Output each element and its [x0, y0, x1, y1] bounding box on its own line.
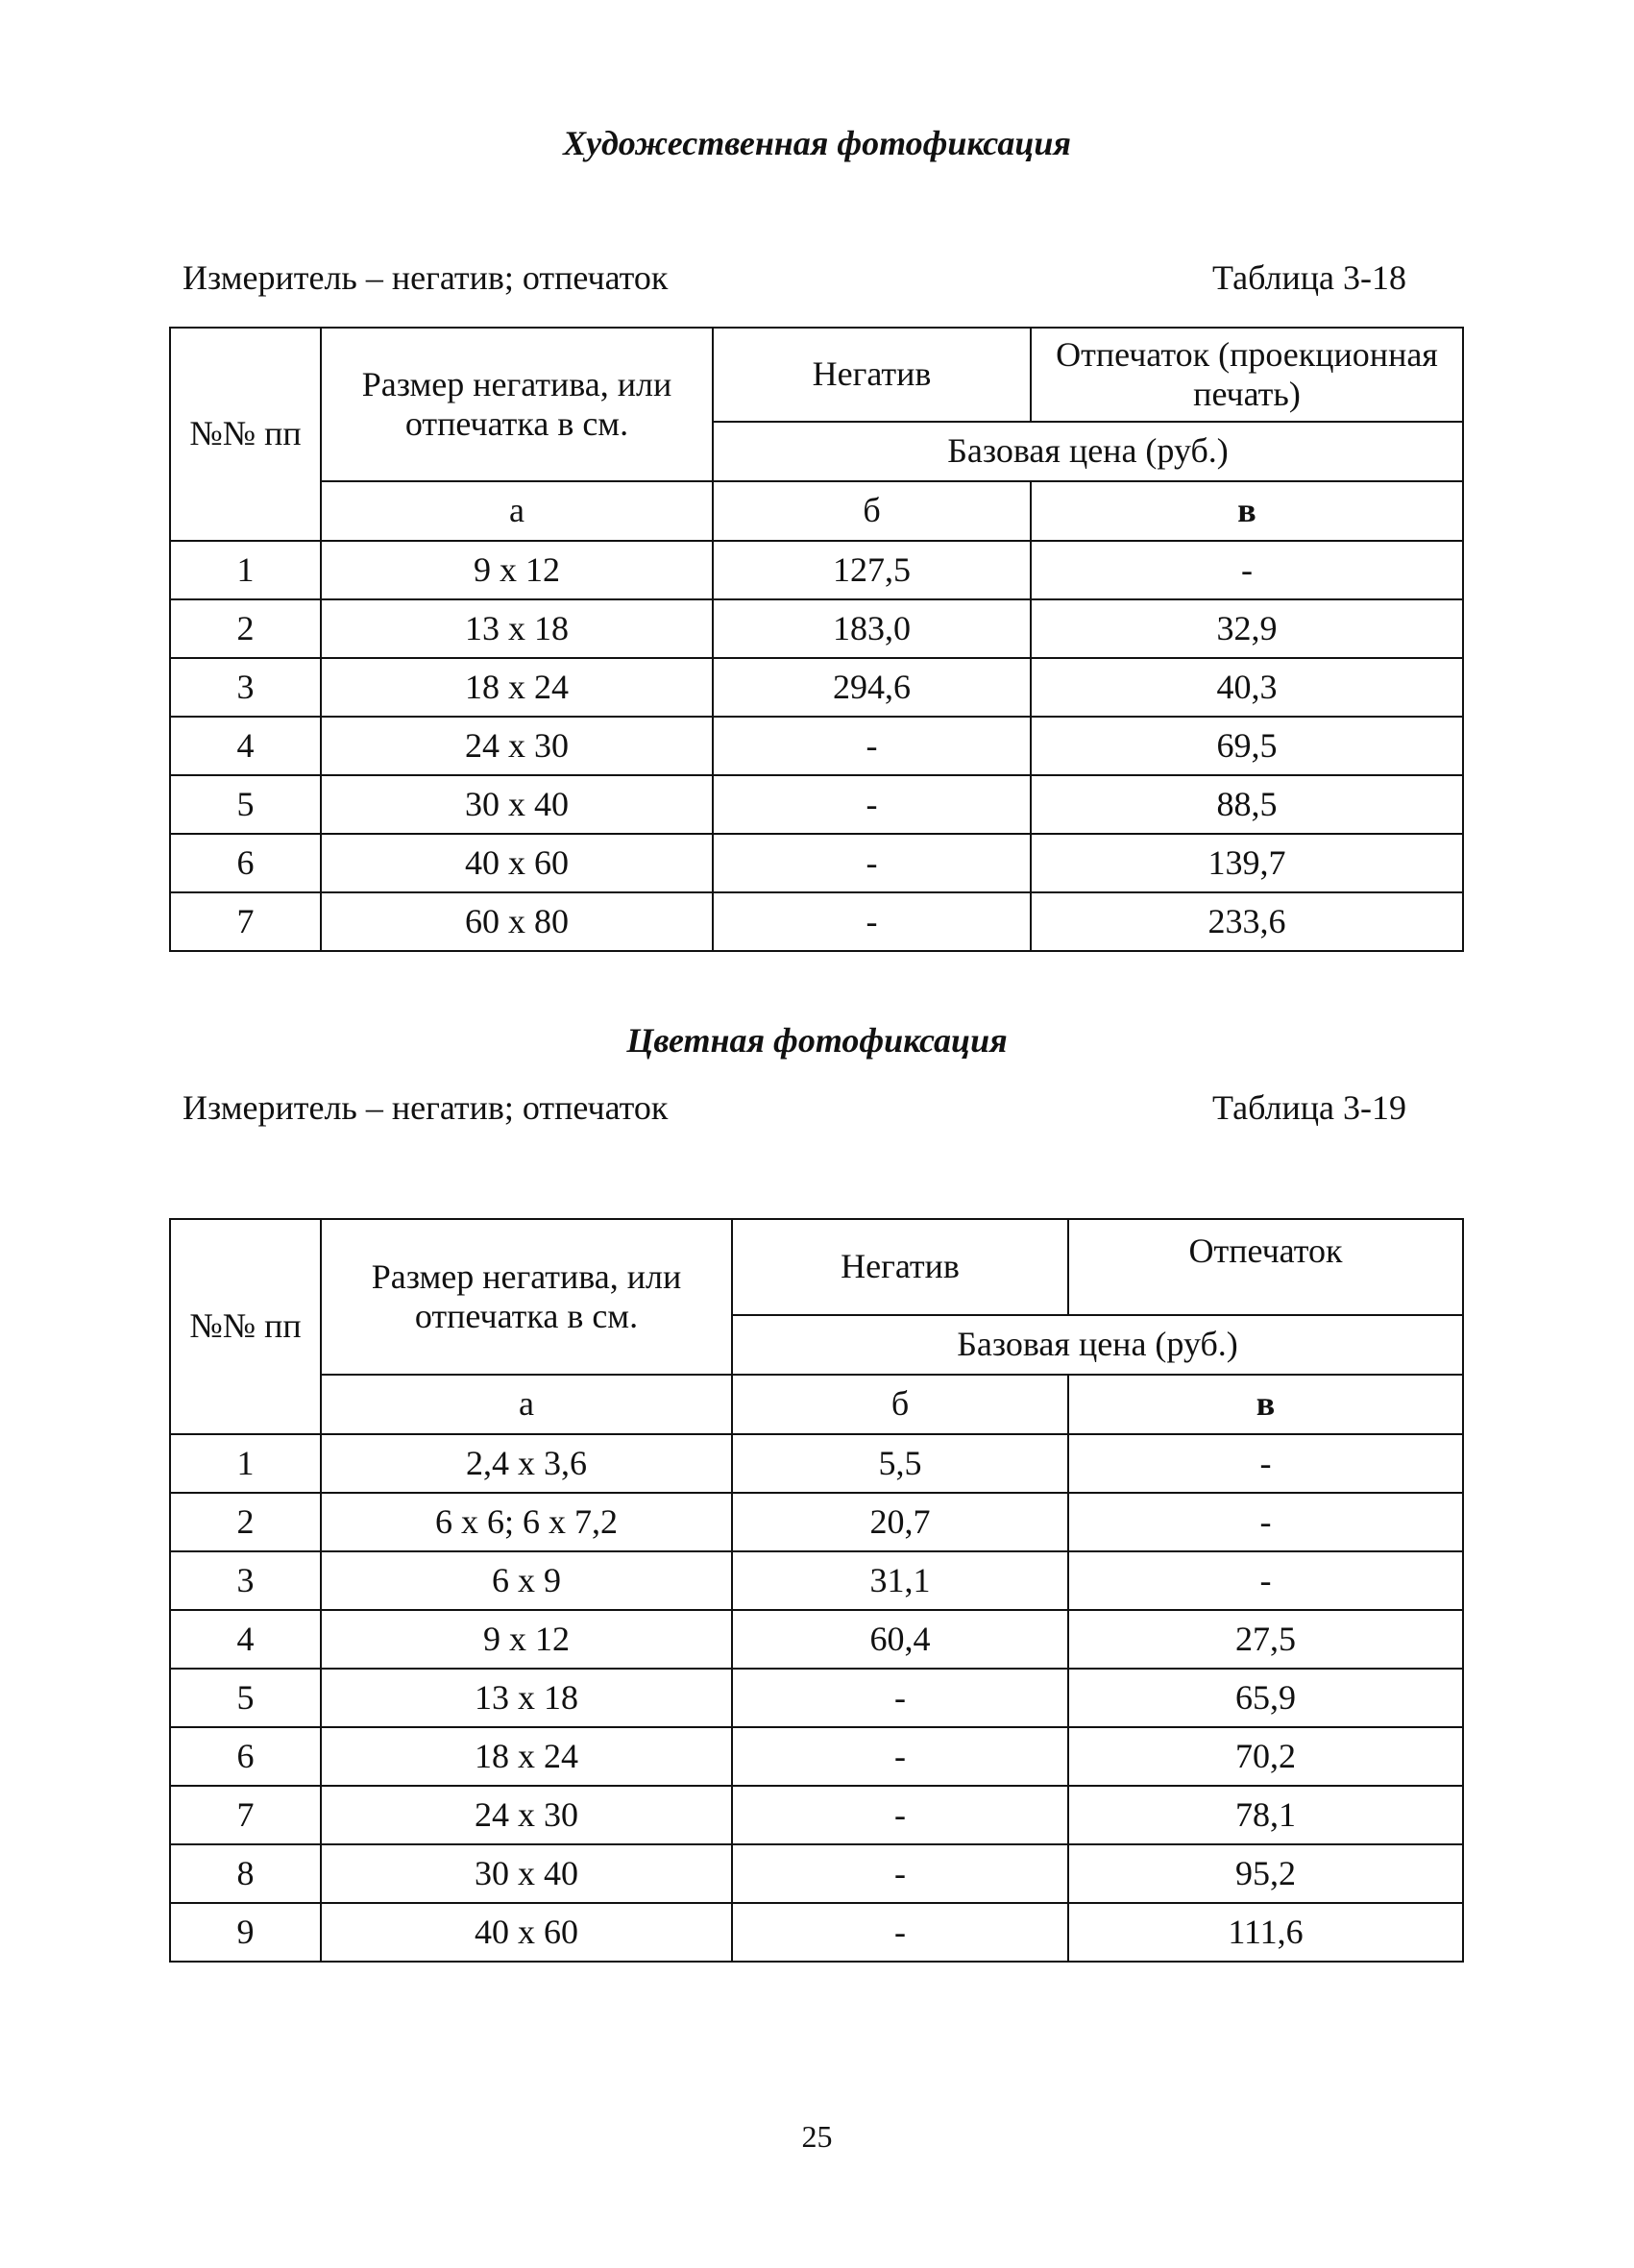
- row-number: 7: [170, 1786, 321, 1844]
- row-number: 5: [170, 775, 321, 834]
- table-row: [170, 1786, 1463, 1844]
- row-print-price: 139,7: [1031, 834, 1463, 892]
- price-table-3-18: [169, 327, 1464, 952]
- row-number: 7: [170, 892, 321, 951]
- table-row: [170, 658, 1463, 717]
- row-negative-price: 5,5: [732, 1434, 1068, 1493]
- row-number: 3: [170, 1551, 321, 1610]
- row-print-price: 69,5: [1031, 717, 1463, 775]
- header-num: №№ пп: [170, 1219, 321, 1434]
- table-row: [170, 717, 1463, 775]
- row-negative-price: -: [713, 892, 1031, 951]
- table-row: [170, 834, 1463, 892]
- header-size: Размер негатива, или отпечатка в см.: [321, 1219, 732, 1375]
- table-row: [170, 775, 1463, 834]
- row-print-price: -: [1068, 1493, 1463, 1551]
- row-size: 24 х 30: [321, 717, 713, 775]
- row-size: 9 х 12: [321, 1610, 732, 1669]
- measure-label-2: Измеритель – негатив; отпечаток: [183, 1088, 669, 1127]
- row-number: 1: [170, 541, 321, 599]
- row-negative-price: -: [732, 1844, 1068, 1903]
- header-col-c: в: [1031, 481, 1463, 541]
- row-negative-price: -: [732, 1786, 1068, 1844]
- header-col-a: а: [321, 481, 713, 541]
- row-number: 3: [170, 658, 321, 717]
- page-number: 25: [801, 2119, 833, 2154]
- row-size: 18 х 24: [321, 1727, 732, 1786]
- row-print-price: 95,2: [1068, 1844, 1463, 1903]
- header-col-a: а: [321, 1375, 732, 1434]
- table-label-1: Таблица 3-18: [1212, 258, 1406, 297]
- row-number: 1: [170, 1434, 321, 1493]
- row-size: 13 х 18: [321, 1669, 732, 1727]
- table-row: [170, 1434, 1463, 1493]
- row-print-price: 70,2: [1068, 1727, 1463, 1786]
- table-row: [170, 1903, 1463, 1962]
- section-title-artistic: Художественная фотофиксация: [563, 124, 1071, 162]
- row-size: 40 х 60: [321, 834, 713, 892]
- row-negative-price: 60,4: [732, 1610, 1068, 1669]
- row-size: 30 х 40: [321, 775, 713, 834]
- row-print-price: 40,3: [1031, 658, 1463, 717]
- row-size: 13 х 18: [321, 599, 713, 658]
- row-number: 8: [170, 1844, 321, 1903]
- section-title-color: Цветная фотофиксация: [626, 1021, 1008, 1060]
- row-number: 6: [170, 1727, 321, 1786]
- row-negative-price: 31,1: [732, 1551, 1068, 1610]
- table-row: [170, 1493, 1463, 1551]
- row-size: 30 х 40: [321, 1844, 732, 1903]
- row-print-price: -: [1031, 541, 1463, 599]
- row-number: 2: [170, 599, 321, 658]
- table-row: [170, 1669, 1463, 1727]
- header-negative: Негатив: [713, 328, 1031, 422]
- row-negative-price: -: [732, 1727, 1068, 1786]
- table-row: [170, 599, 1463, 658]
- header-print: Отпечаток: [1068, 1219, 1463, 1315]
- row-print-price: 27,5: [1068, 1610, 1463, 1669]
- table-row: [170, 892, 1463, 951]
- row-size: 6 х 9: [321, 1551, 732, 1610]
- row-print-price: 111,6: [1068, 1903, 1463, 1962]
- table-label-2: Таблица 3-19: [1212, 1088, 1406, 1127]
- row-size: 9 х 12: [321, 541, 713, 599]
- table-row: [170, 541, 1463, 599]
- row-print-price: 65,9: [1068, 1669, 1463, 1727]
- row-number: 4: [170, 717, 321, 775]
- row-negative-price: 127,5: [713, 541, 1031, 599]
- row-negative-price: -: [713, 834, 1031, 892]
- table-row: [170, 1551, 1463, 1610]
- row-negative-price: 294,6: [713, 658, 1031, 717]
- row-size: 18 х 24: [321, 658, 713, 717]
- row-size: 60 х 80: [321, 892, 713, 951]
- header-base-price: Базовая цена (руб.): [713, 422, 1463, 481]
- header-size: Размер негатива, или отпечатка в см.: [321, 328, 713, 481]
- header-negative: Негатив: [732, 1219, 1068, 1315]
- table-row: [170, 1844, 1463, 1903]
- row-size: 24 х 30: [321, 1786, 732, 1844]
- row-number: 9: [170, 1903, 321, 1962]
- row-print-price: -: [1068, 1551, 1463, 1610]
- header-col-b: б: [732, 1375, 1068, 1434]
- row-negative-price: -: [713, 717, 1031, 775]
- row-print-price: 233,6: [1031, 892, 1463, 951]
- row-number: 4: [170, 1610, 321, 1669]
- row-negative-price: -: [732, 1669, 1068, 1727]
- row-number: 6: [170, 834, 321, 892]
- table-row: [170, 1727, 1463, 1786]
- row-negative-price: 20,7: [732, 1493, 1068, 1551]
- row-negative-price: -: [732, 1903, 1068, 1962]
- row-print-price: -: [1068, 1434, 1463, 1493]
- row-number: 5: [170, 1669, 321, 1727]
- row-negative-price: 183,0: [713, 599, 1031, 658]
- row-size: 6 х 6; 6 х 7,2: [321, 1493, 732, 1551]
- header-print: Отпечаток (проекционная печать): [1031, 328, 1463, 422]
- row-negative-price: -: [713, 775, 1031, 834]
- row-print-price: 32,9: [1031, 599, 1463, 658]
- table-row: [170, 1610, 1463, 1669]
- header-col-b: б: [713, 481, 1031, 541]
- row-print-price: 88,5: [1031, 775, 1463, 834]
- row-size: 2,4 х 3,6: [321, 1434, 732, 1493]
- measure-label-1: Измеритель – негатив; отпечаток: [183, 258, 669, 297]
- header-col-c: в: [1068, 1375, 1463, 1434]
- price-table-3-19: [169, 1218, 1464, 1963]
- row-print-price: 78,1: [1068, 1786, 1463, 1844]
- header-base-price: Базовая цена (руб.): [732, 1315, 1463, 1375]
- row-size: 40 х 60: [321, 1903, 732, 1962]
- header-num: №№ пп: [170, 328, 321, 541]
- row-number: 2: [170, 1493, 321, 1551]
